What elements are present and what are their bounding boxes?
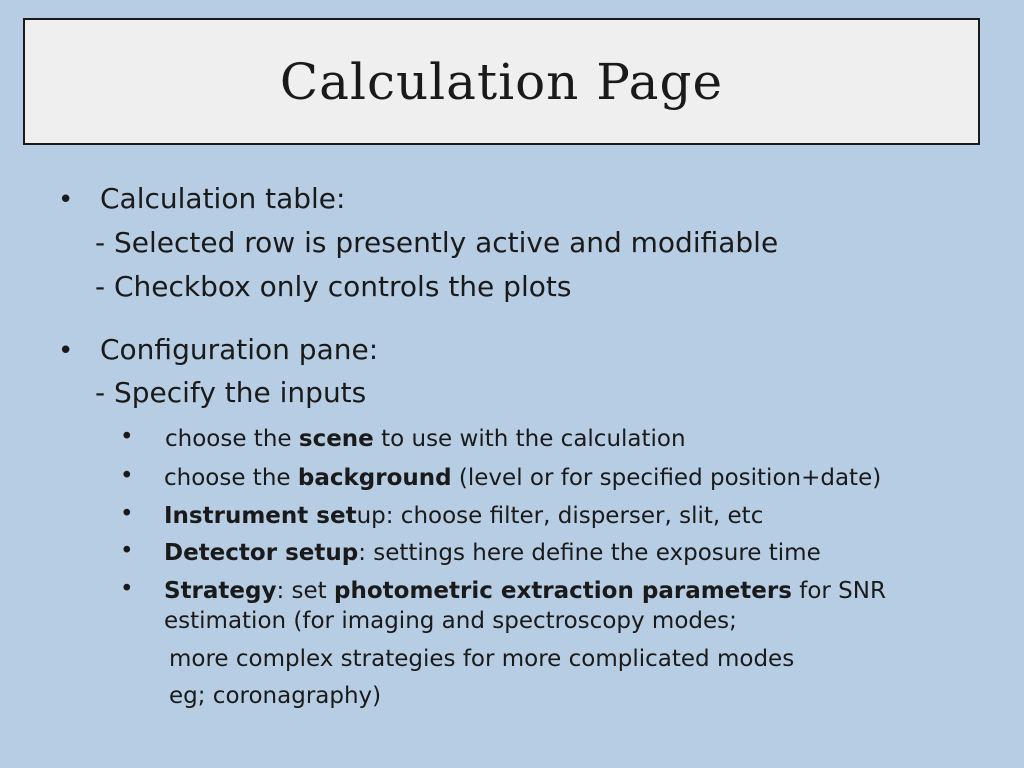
config-item-strategy-cont-1: estimation (for imaging and spectroscopy modes;: [164, 608, 737, 634]
calculation-sub-2: - Checkbox only controls the plots: [95, 270, 572, 303]
page-title: Calculation Page: [279, 52, 724, 111]
config-item-instrument: [164, 503, 763, 529]
sub-bullet-dot: •: [120, 538, 134, 564]
config-item-scene: [165, 426, 686, 452]
config-item-instrument-bold: Instrument set: [164, 503, 357, 529]
config-item-strategy-bold-2: photometric extraction parameters: [334, 578, 792, 604]
config-item-strategy-post: : set: [276, 578, 335, 604]
config-item-background: [164, 465, 881, 491]
config-item-detector-bold: Detector setup: [164, 540, 359, 566]
calculation-heading: Calculation table:: [100, 182, 346, 215]
config-item-strategy-bold: Strategy: [164, 578, 277, 604]
configuration-sub-1: - Specify the inputs: [95, 376, 367, 409]
config-item-strategy: [164, 578, 886, 604]
bullet-dot: •: [58, 185, 74, 215]
config-item-scene-bold: scene: [298, 426, 374, 452]
config-item-scene-post: to use with the calculation: [373, 426, 686, 452]
config-item-strategy-post-2: for SNR: [791, 578, 886, 604]
config-item-background-bold: background: [297, 465, 452, 491]
config-item-detector: [164, 540, 821, 566]
config-item-strategy-cont-3: eg; coronagraphy): [169, 683, 382, 709]
sub-bullet-dot: •: [120, 576, 134, 602]
configuration-heading: Configuration pane:: [100, 333, 379, 366]
calculation-sub-1: - Selected row is presently active and modifiable: [95, 226, 779, 259]
config-item-scene-pre: choose the: [165, 426, 299, 452]
sub-bullet-dot: •: [120, 424, 134, 450]
config-item-strategy-cont-2: more complex strategies for more complicated modes: [169, 646, 795, 672]
config-item-detector-post: : settings here define the exposure time: [358, 540, 821, 566]
sub-bullet-dot: •: [120, 463, 134, 489]
config-item-background-pre: choose the: [164, 465, 298, 491]
sub-bullet-dot: •: [120, 501, 134, 527]
title-box: [23, 18, 980, 145]
config-item-background-post: (level or for specified position+date): [451, 465, 882, 491]
bullet-dot: •: [58, 336, 74, 366]
config-item-instrument-post: up: choose filter, disperser, slit, etc: [356, 503, 764, 529]
